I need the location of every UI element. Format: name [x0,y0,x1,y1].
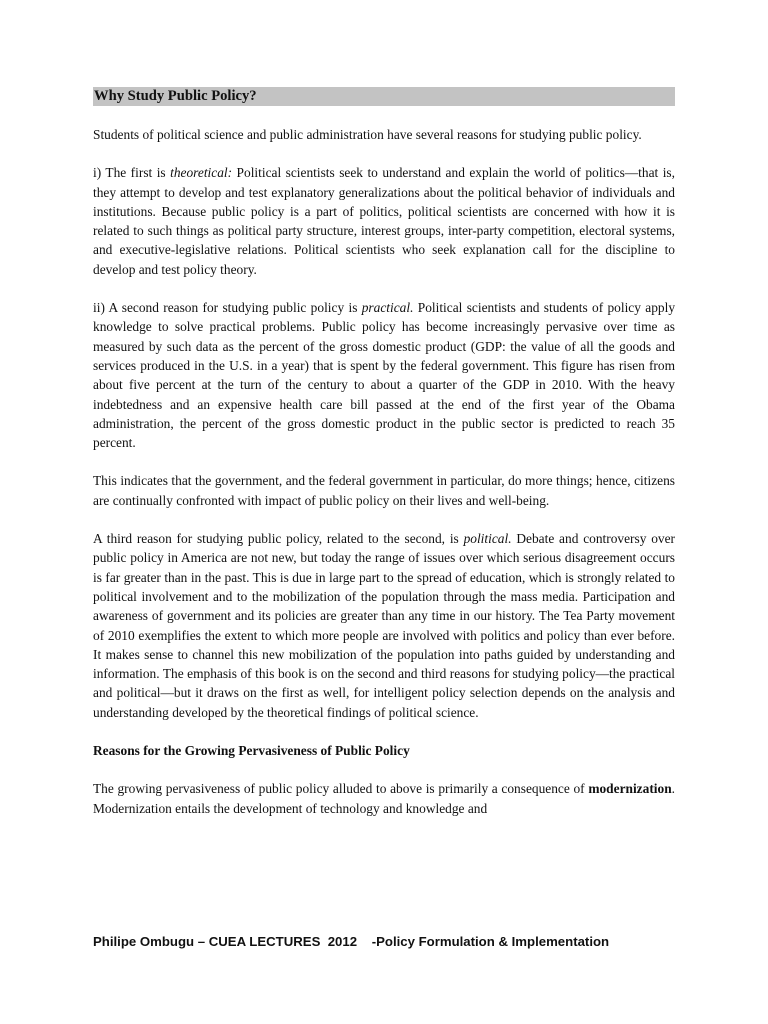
paragraph-modernization [93,779,675,818]
paragraph-text: . Modernization entails the development of technology and knowledge and [93,781,675,816]
paragraph-text: Political scientists seek to understand and explain the world of politics—that is, they attempt to develop and test explanatory generalizations about the political behavior of individuals and institutions. Because public policy is a part of politics, political scientists are concerned with how it is related to such things as political party structure, interest groups, inter-party competition, electoral systems, and executive-legislative relations. Political scientists who seek explanation call for the discipline to develop and test policy theory. [93,165,675,277]
section-heading: Why Study Public Policy? [93,87,675,106]
paragraph-text: ii) A second reason for studying public policy is [93,300,362,316]
emphasis-political: political. [463,531,512,547]
paragraph-political [93,529,675,722]
paragraph-text: i) The first is [93,165,171,181]
paragraph-text: A third reason for studying public policy, related to the second, is [93,531,464,547]
document-body [93,87,675,818]
emphasis-theoretical: theoretical: [170,165,233,181]
emphasis-modernization: modernization [588,781,672,797]
intro-paragraph: Students of political science and public administration have several reasons for studying public policy. [93,127,642,142]
paragraph-text: Debate and controversy over public policy in America are not new, but today the range of issues over which serious disagreement occurs is far greater than in the past. This is due in large part to the spread of education, which is strongly related to political involvement and to the mobilization of the population through the mass media. Participation and awareness of government and its policies are greater than any time in our history. The Tea Party movement of 2010 exemplifies the extent to which more people are involved with politics and policy than ever before. It makes sense to channel this new mobilization of the population into paths guided by understanding and information. The emphasis of this book is on the second and third reasons for studying policy—the practical and political—but it draws on the first as well, for intelligent policy selection depends on the analysis and understanding developed by the theoretical findings of political science. [93,531,675,720]
paragraph-text: Political scientists and students of policy apply knowledge to solve practical problems. Public policy has become increasingly pervasive over time as measured by such data as the percent of the gross domestic product (GDP: the value of all the goods and services produced in the U.S. in a year) that is spent by the federal government. This figure has risen from about five percent at the turn of the century to about a quarter of the GDP in 2010. With the heavy indebtedness and an expensive health care bill passed at the end of the first year of the Obama administration, the percent of the gross domestic product in the public sector is predicted to reach 35 percent. [93,300,676,451]
paragraph-text: The growing pervasiveness of public policy alluded to above is primarily a consequence of [93,781,589,797]
subheading: Reasons for the Growing Pervasiveness of Public Policy [93,743,410,759]
page-footer: Philipe Ombugu – CUEA LECTURES 2012 -Policy Formulation & Implementation [93,934,610,949]
paragraph-government: This indicates that the government, and the federal government in particular, do more things; hence, citizens are continually confronted with impact of public policy on their lives and well-being. [93,473,675,508]
paragraph-practical [93,298,675,452]
paragraph-theoretical [93,163,675,279]
emphasis-practical: practical. [361,300,414,316]
